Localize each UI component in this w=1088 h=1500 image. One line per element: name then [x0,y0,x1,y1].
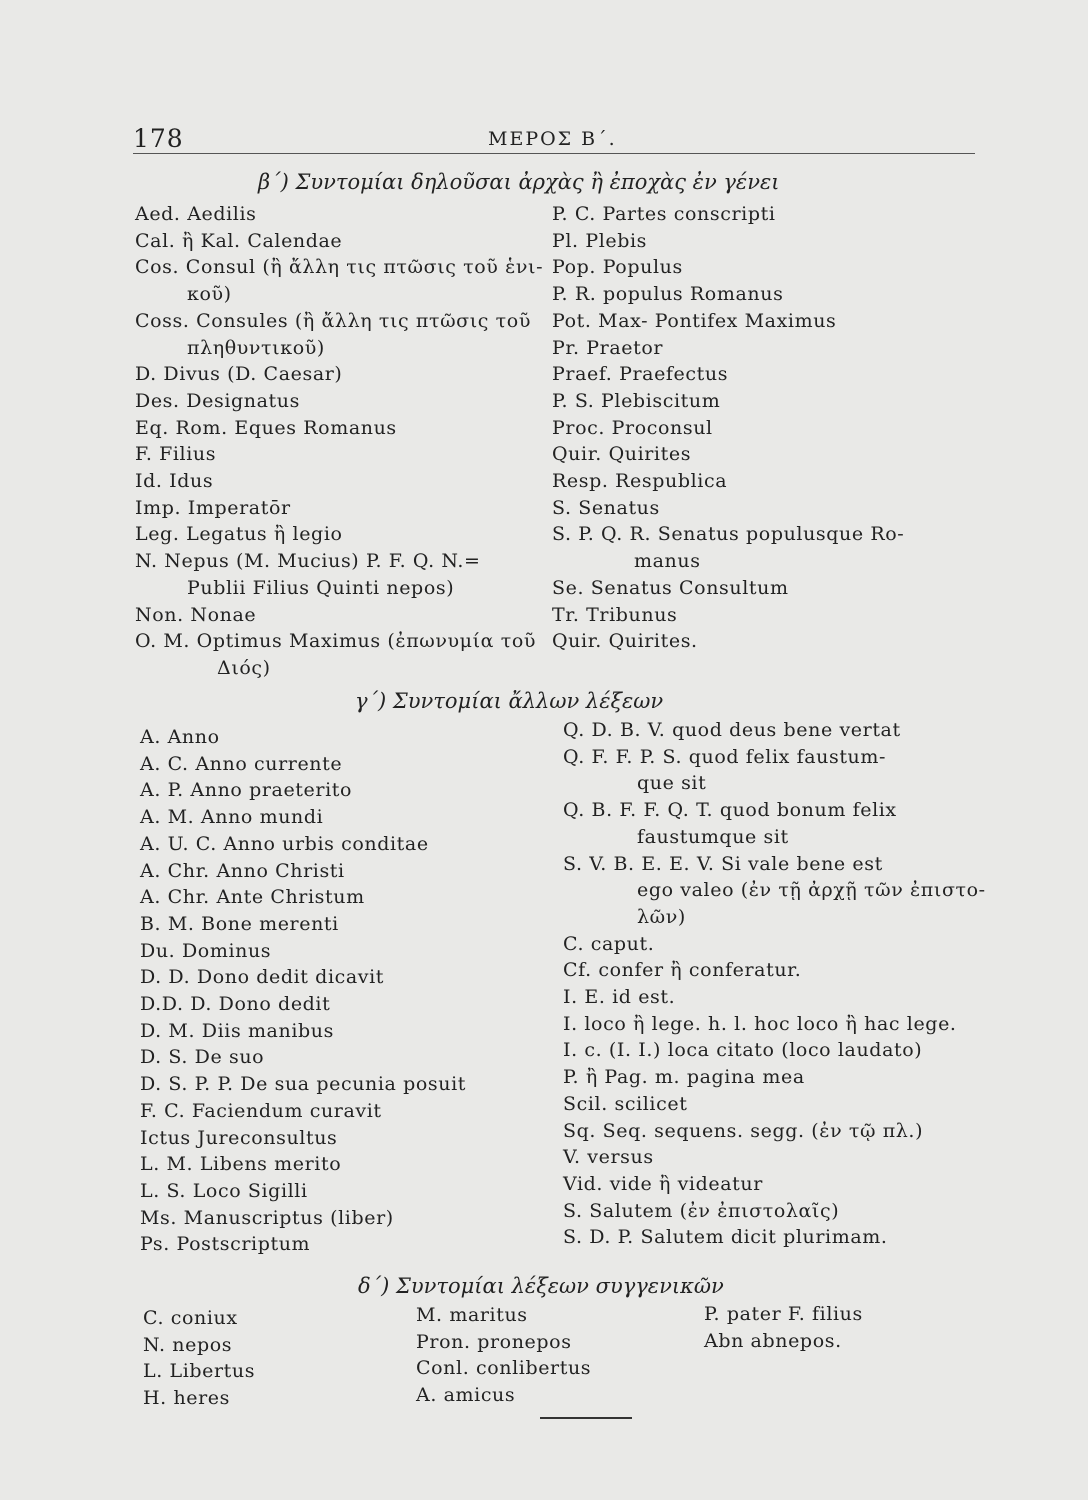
entry: A. C. Anno currente [140,752,343,775]
entry: D. D. Dono dedit dicavit [140,966,385,989]
section-d-column-1 [143,1305,255,1412]
entry: Proc. Proconsul [552,416,713,439]
entry: Cal. ἢ Kal. Calendae [135,229,343,252]
entry: Id. Idus [135,470,214,493]
entry: Du. Dominus [140,939,272,962]
entry: Scil. scilicet [563,1092,688,1115]
entry: B. M. Bone merenti [140,912,339,935]
section-b-left-column [135,201,543,682]
entry: P. pater F. filius [704,1303,863,1325]
section-c-right-column [563,717,986,1251]
entry: Quir. Quirites. [552,630,698,653]
entry: Q. D. B. V. quod deus bene vertat [563,719,901,741]
entry: N. nepos [143,1333,233,1356]
section-c-heading: γ΄) Συντομίαι ἄλλων λέξεων [355,689,664,713]
entry: L. Libertus [143,1360,256,1383]
entry: A. Chr. Anno Christi [140,859,345,882]
section-d-column-2 [416,1302,591,1409]
entry: Q. B. F. F. Q. T. quod bonum felix [563,799,897,822]
entry: H. heres [143,1387,231,1410]
running-title: ΜΕΡΟΣ Β΄. [488,128,617,150]
entry: Aed. Aedilis [135,203,257,225]
entry: A. Chr. Ante Christum [140,886,365,909]
entry: Q. F. F. P. S. quod felix faustum- [563,745,887,768]
entry: P. R. populus Romanus [552,283,784,306]
entry: A. P. Anno praeterito [140,779,353,802]
entry: Pop. Populus [552,256,683,279]
entry: D. S. De suo [140,1046,265,1069]
entry: O. M. Optimus Maximus (ἐπωνυμία τοῦ [135,630,537,653]
entry: Tr. Tribunus [552,603,678,626]
entry-continuation: λῶν) [637,905,686,928]
entry: Imp. Imperatōr [135,496,291,519]
entry: I. loco ἢ lege. h. l. hoc loco ἢ hac lege. [563,1012,957,1035]
entry-continuation: Publii Filius Quinti nepos) [187,576,455,599]
section-b-heading: β΄) Συντομίαι δηλοῦσαι ἀρχὰς ἢ ἐποχὰς ἐν γένει [258,170,780,194]
entry: I. c. (I. I.) loca citato (loco laudato) [563,1039,923,1062]
entry: L. S. Loco Sigilli [140,1179,308,1202]
entry: A. amicus [416,1384,516,1407]
entry: Leg. Legatus ἢ legio [135,523,343,546]
entry: P. C. Partes conscripti [552,203,776,225]
entry: Pot. Max- Pontifex Maximus [552,309,837,332]
entry: S. Senatus [552,496,660,519]
header-rule [133,153,975,154]
entry: I. E. id est. [563,986,676,1009]
entry: S. V. B. E. E. V. Si vale bene est [563,852,883,875]
entry: D. S. P. P. De sua pecunia posuit [140,1073,467,1096]
entry: Coss. Consules (ἢ ἄλλη τις πτῶσις τοῦ [135,309,531,332]
entry: S. Salutem (ἐν ἐπιστολαῖς) [563,1199,840,1222]
entry: Pr. Praetor [552,336,664,359]
entry-continuation: faustumque sit [637,825,789,848]
entry: F. C. Faciendum curavit [140,1099,382,1122]
entry: Ictus Jureconsultus [140,1126,338,1149]
entry: M. maritus [416,1304,528,1326]
entry: Quir. Quirites [552,443,692,466]
entry: N. Nepus (M. Mucius) P. F. Q. N.= [135,550,481,573]
footer-rule [540,1417,632,1419]
entry: A. Anno [140,726,220,748]
entry: F. Filius [135,443,217,466]
section-b-right-column [552,201,904,655]
entry: D.D. D. Dono dedit [140,993,331,1016]
entry: Cos. Consul (ἢ ἄλλη τις πτῶσις τοῦ ἑνι- [135,256,544,279]
entry: S. D. P. Salutem dicit plurimam. [563,1226,888,1249]
entry: Pl. Plebis [552,229,648,252]
entry: Praef. Praefectus [552,363,729,386]
entry-continuation: πληθυντικοῦ) [187,336,325,359]
entry: D. Divus (D. Caesar) [135,363,343,386]
entry: Sq. Seq. sequens. segg. (ἐν τῷ πλ.) [563,1119,924,1142]
entry: Eq. Rom. Eques Romanus [135,416,397,439]
entry-continuation: que sit [637,772,707,795]
entry: C. coniux [143,1307,238,1329]
entry: Ps. Postscriptum [140,1233,311,1256]
entry: A. M. Anno mundi [140,806,324,829]
entry: A. U. C. Anno urbis conditae [140,832,429,855]
entry: L. M. Libens merito [140,1153,342,1176]
entry: Pron. pronepos [416,1330,572,1353]
entry: Resp. Respublica [552,470,728,493]
entry: Vid. vide ἢ videatur [563,1172,763,1195]
section-c-left-column [140,724,466,1258]
entry: V. versus [563,1146,654,1169]
entry: Non. Nonae [135,603,257,626]
entry: Des. Designatus [135,389,300,412]
entry: Cf. confer ἢ conferatur. [563,959,802,982]
entry: C. caput. [563,932,655,955]
entry: P. S. Plebiscitum [552,389,721,412]
section-d-heading: δ΄) Συντομίαι λέξεων συγγενικῶν [358,1274,724,1298]
entry-continuation: manus [634,550,701,573]
entry: D. M. Diis manibus [140,1019,334,1042]
entry-continuation: ego valeo (ἐν τῇ ἀρχῇ τῶν ἐπιστο- [637,879,986,902]
entry: P. ἢ Pag. m. pagina mea [563,1066,805,1089]
entry: Conl. conlibertus [416,1357,592,1380]
entry: Ms. Manuscriptus (liber) [140,1206,394,1229]
section-d-column-3 [704,1301,863,1354]
entry: Abn abnepos. [704,1329,842,1352]
entry: S. P. Q. R. Senatus populusque Ro- [552,523,905,546]
entry-continuation: Διός) [217,656,271,679]
entry: Se. Senatus Consultum [552,576,789,599]
entry-continuation: κοῦ) [187,283,232,306]
page-number: 178 [133,124,184,153]
